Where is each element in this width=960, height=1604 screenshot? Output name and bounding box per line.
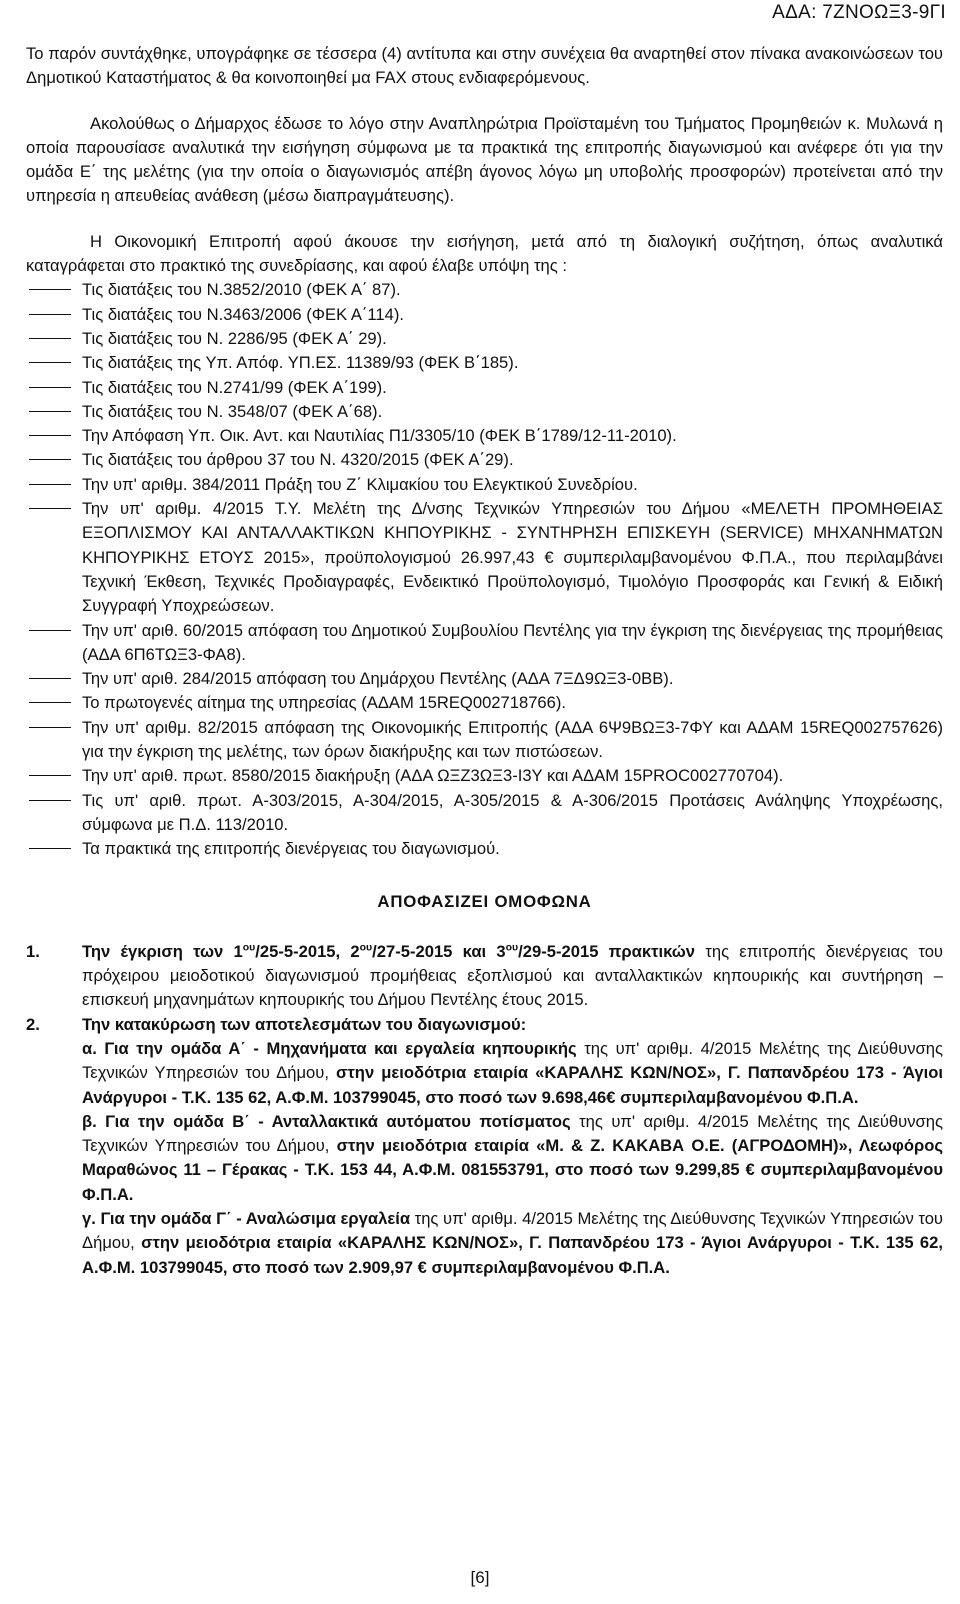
list-item: Την Απόφαση Υπ. Οικ. Αντ. και Ναυτιλίας Π1/3305/10 (ΦΕΚ Β΄1789/12-11-2010).: [26, 424, 943, 448]
dash-bullet: [29, 459, 71, 460]
ada-code: ΑΔΑ: 7ΖΝΟΩΞ3-9ΓΙ: [772, 2, 946, 23]
document-body: [26, 42, 943, 1280]
list-item: Τα πρακτικά της επιτροπής διενέργειας του διαγωνισμού.: [26, 837, 943, 861]
presentation-paragraph: Ακολούθως ο Δήμαρχος έδωσε το λόγο στην Αναπληρώτρια Προϊσταμένη του Τμήματος Προμηθειών κ. Μυλωνά η οποία παρουσίασε αναλυτικά την εισήγηση σύμφωνα με τα πρακτικά της επιτροπής διαγωνισμού και ανέφερε ότι για την ομάδα Ε΄ της μελέτης (για την οποία ο διαγωνισμός απέβη άγονος λόγω μη υποβολής προσφορών) προτείνεται από την υπηρεσία η απευθείας ανάθεση (μέσω διαπραγμάτευσης).: [26, 113, 943, 206]
award-group-c: γ. Για την ομάδα Γ΄ - Αναλώσιμα εργαλεία της υπ' αριθμ. 4/2015 Μελέτης της Διεύθυνσης Τεχνικών Υπηρεσιών του Δήμου, στην μειοδότρια εταιρία «ΚΑΡΑΛΗΣ ΚΩΝ/ΝΟΣ», Γ. Παπανδρέου 173 - Άγιοι Ανάργυροι - Τ.Κ. 135 62, Α.Φ.Μ. 103799045, στο ποσό των 2.909,97 € συμπεριλαμβανομένου Φ.Π.Α.: [82, 1209, 944, 1277]
list-item: Τις υπ' αριθ. πρωτ. Α-303/2015, Α-304/2015, Α-305/2015 & Α-306/2015 Προτάσεις Ανάληψης Υποχρέωσης, σύμφωνα με Π.Δ. 113/2010.: [26, 789, 943, 838]
dash-bullet: [29, 727, 71, 728]
dash-bullet: [29, 314, 71, 315]
list-item: Την υπ' αριθμ. 4/2015 Τ.Υ. Μελέτη της Δ/νσης Τεχνικών Υπηρεσιών του Δήμου «ΜΕΛΕΤΗ ΠΡΟΜΗΘΕΙΑΣ ΕΞΟΠΛΙΣΜΟΥ ΚΑΙ ΑΝΤΑΛΛΑΚΤΙΚΩΝ ΚΗΠΟΥΡΙΚΗΣ - ΣΥΝΤΗΡΗΣΗ ΕΠΙΣΚΕΥΗ (SERVICE) ΜΗΧΑΝΗΜΑΤΩΝ ΚΗΠΟΥΡΙΚΗΣ ΕΤΟΥΣ 2015», προϋπολογισμού 26.997,43 € συμπεριλαμβανομένου Φ.Π.Α., που περιλαμβάνει Τεχνική Έκθεση, Τεχνικές Προδιαγραφές, Ενδεικτικό Προϋπολογισμό, Τιμολόγιο Προσφοράς και Γενική & Ειδική Συγγραφή Υποχρεώσεων.: [26, 497, 943, 618]
dash-bullet: [29, 362, 71, 363]
decision-number: 2.: [26, 1014, 40, 1034]
list-item: Τις διατάξεις της Υπ. Απόφ. ΥΠ.ΕΣ. 11389/93 (ΦΕΚ Β΄185).: [26, 351, 943, 375]
committee-paragraph: Η Οικονομική Επιτροπή αφού άκουσε την εισήγηση, μετά από τη διαλογική συζήτηση, όπως αναλυτικά καταγράφεται στο πρακτικό της συνεδρίασης, και αφού έλαβε υπόψη της :: [26, 231, 943, 276]
list-item: Τις διατάξεις του Ν.3463/2006 (ΦΕΚ Α΄114).: [26, 303, 943, 327]
dash-bullet: [29, 338, 71, 339]
dash-bullet: [29, 630, 71, 631]
dash-bullet: [29, 289, 71, 290]
dash-bullet: [29, 775, 71, 776]
page-number: [6]: [470, 1568, 490, 1587]
list-item: Την υπ' αριθμ. 384/2011 Πράξη του Ζ΄ Κλιμακίου του Ελεγκτικού Συνεδρίου.: [26, 473, 943, 497]
dash-bullet: [29, 484, 71, 485]
award-group-b: β. Για την ομάδα Β΄ - Ανταλλακτικά αυτόματου ποτίσματος της υπ' αριθμ. 4/2015 Μελέτης της Διεύθυνσης Τεχνικών Υπηρεσιών του Δήμου, στην μειοδότρια εταιρία «Μ. & Ζ. ΚΑΚΑΒΑ Ο.Ε. (ΑΓΡΟΔΟΜΗ)», Λεωφόρος Μαραθώνος 11 – Γέρακας - Τ.Κ. 153 44, Α.Φ.Μ. 081553791, στο ποσό των 9.299,85 € συμπεριλαμβανομένου Φ.Π.Α.: [82, 1111, 943, 1204]
list-item: Τις διατάξεις του Ν.2741/99 (ΦΕΚ Α΄199).: [26, 376, 943, 400]
intro-paragraph: Το παρόν συντάχθηκε, υπογράφηκε σε τέσσερα (4) αντίτυπα και στην συνέχεια θα αναρτηθεί στον πίνακα ανακοινώσεων του Δημοτικού Καταστήματος & θα κοινοποιηθεί μα FAX στους ενδιαφερόμενους.: [26, 44, 943, 88]
dash-bullet: [29, 411, 71, 412]
award-group-a: α. Για την ομάδα Α΄ - Μηχανήματα και εργαλεία κηπουρικής της υπ' αριθμ. 4/2015 Μελέτης της Διεύθυνσης Τεχνικών Υπηρεσιών του Δήμου, στην μειοδότρια εταιρία «ΚΑΡΑΛΗΣ ΚΩΝ/ΝΟΣ», Γ. Παπανδρέου 173 - Άγιοι Ανάργυροι - Τ.Κ. 135 62, Α.Φ.Μ. 103799045, στο ποσό των 9.698,46€ συμπεριλαμβανομένου Φ.Π.Α.: [82, 1038, 943, 1107]
list-item: Το πρωτογενές αίτημα της υπηρεσίας (ΑΔΑΜ 15REQ002718766).: [26, 691, 943, 715]
list-item: Τις διατάξεις του Ν.3852/2010 (ΦΕΚ Α΄ 87).: [26, 278, 943, 302]
list-item: Τις διατάξεις του Ν. 3548/07 (ΦΕΚ Α΄68).: [26, 400, 943, 424]
decision-item-2: [26, 1013, 943, 1280]
dash-bullet: [29, 387, 71, 388]
list-item: Την υπ' αριθ. πρωτ. 8580/2015 διακήρυξη (ΑΔΑ ΩΞΖ3ΩΞ3-Ι3Υ και ΑΔΑΜ 15PROC002770704).: [26, 764, 943, 788]
list-item: Την υπ' αριθ. 60/2015 απόφαση του Δημοτικού Συμβουλίου Πεντέλης για την έγκριση της διενέργειας της προμήθειας (ΑΔΑ 6Π6ΤΩΞ3-ΦΑ8).: [26, 619, 943, 668]
dash-bullet: [29, 435, 71, 436]
decision-2-title: Την κατακύρωση των αποτελεσμάτων του διαγωνισμού:: [82, 1014, 527, 1034]
list-item: Τις διατάξεις του Ν. 2286/95 (ΦΕΚ Α΄ 29).: [26, 327, 943, 351]
dash-bullet: [29, 702, 71, 703]
dash-bullet: [29, 800, 71, 801]
list-item: Την υπ' αριθμ. 82/2015 απόφαση της Οικονομικής Επιτροπής (ΑΔΑ 6Ψ9ΒΩΞ3-7ΦΥ και ΑΔΑΜ 15REQ002757626) για την έγκριση της μελέτης, των όρων διακήρυξης και των πιστώσεων.: [26, 716, 943, 765]
list-item: Τις διατάξεις του άρθρου 37 του Ν. 4320/2015 (ΦΕΚ Α΄29).: [26, 448, 943, 472]
list-item: Την υπ' αριθ. 284/2015 απόφαση του Δημάρχου Πεντέλης (ΑΔΑ 7ΞΔ9ΩΞ3-0ΒΒ).: [26, 667, 943, 691]
dash-bullet: [29, 848, 71, 849]
decision-heading: ΑΠΟΦΑΣΙΖΕΙ ΟΜΟΦΩΝΑ: [377, 891, 592, 911]
dash-bullet: [29, 678, 71, 679]
decision-number: 1.: [26, 941, 40, 961]
considerations-list: [26, 278, 943, 861]
decision-item-1: 1. Την έγκριση των $1^{o\upsilon}/25-5-2015$, $2^{o\upsilon}/27-5-2015$ και $3^{o\upsilon}/29-5-2015$ πρακτικών της επιτροπής διενέργειας του πρόχειρου μειοδοτικού διαγωνισμού προμήθειας εξοπλισμού και ανταλλακτικών κηπουρικής και συντήρηση – επισκευή μηχανημάτων κηπουρικής του Δήμου Πεντέλης έτους 2015.: [26, 941, 944, 1010]
dash-bullet: [29, 508, 71, 509]
